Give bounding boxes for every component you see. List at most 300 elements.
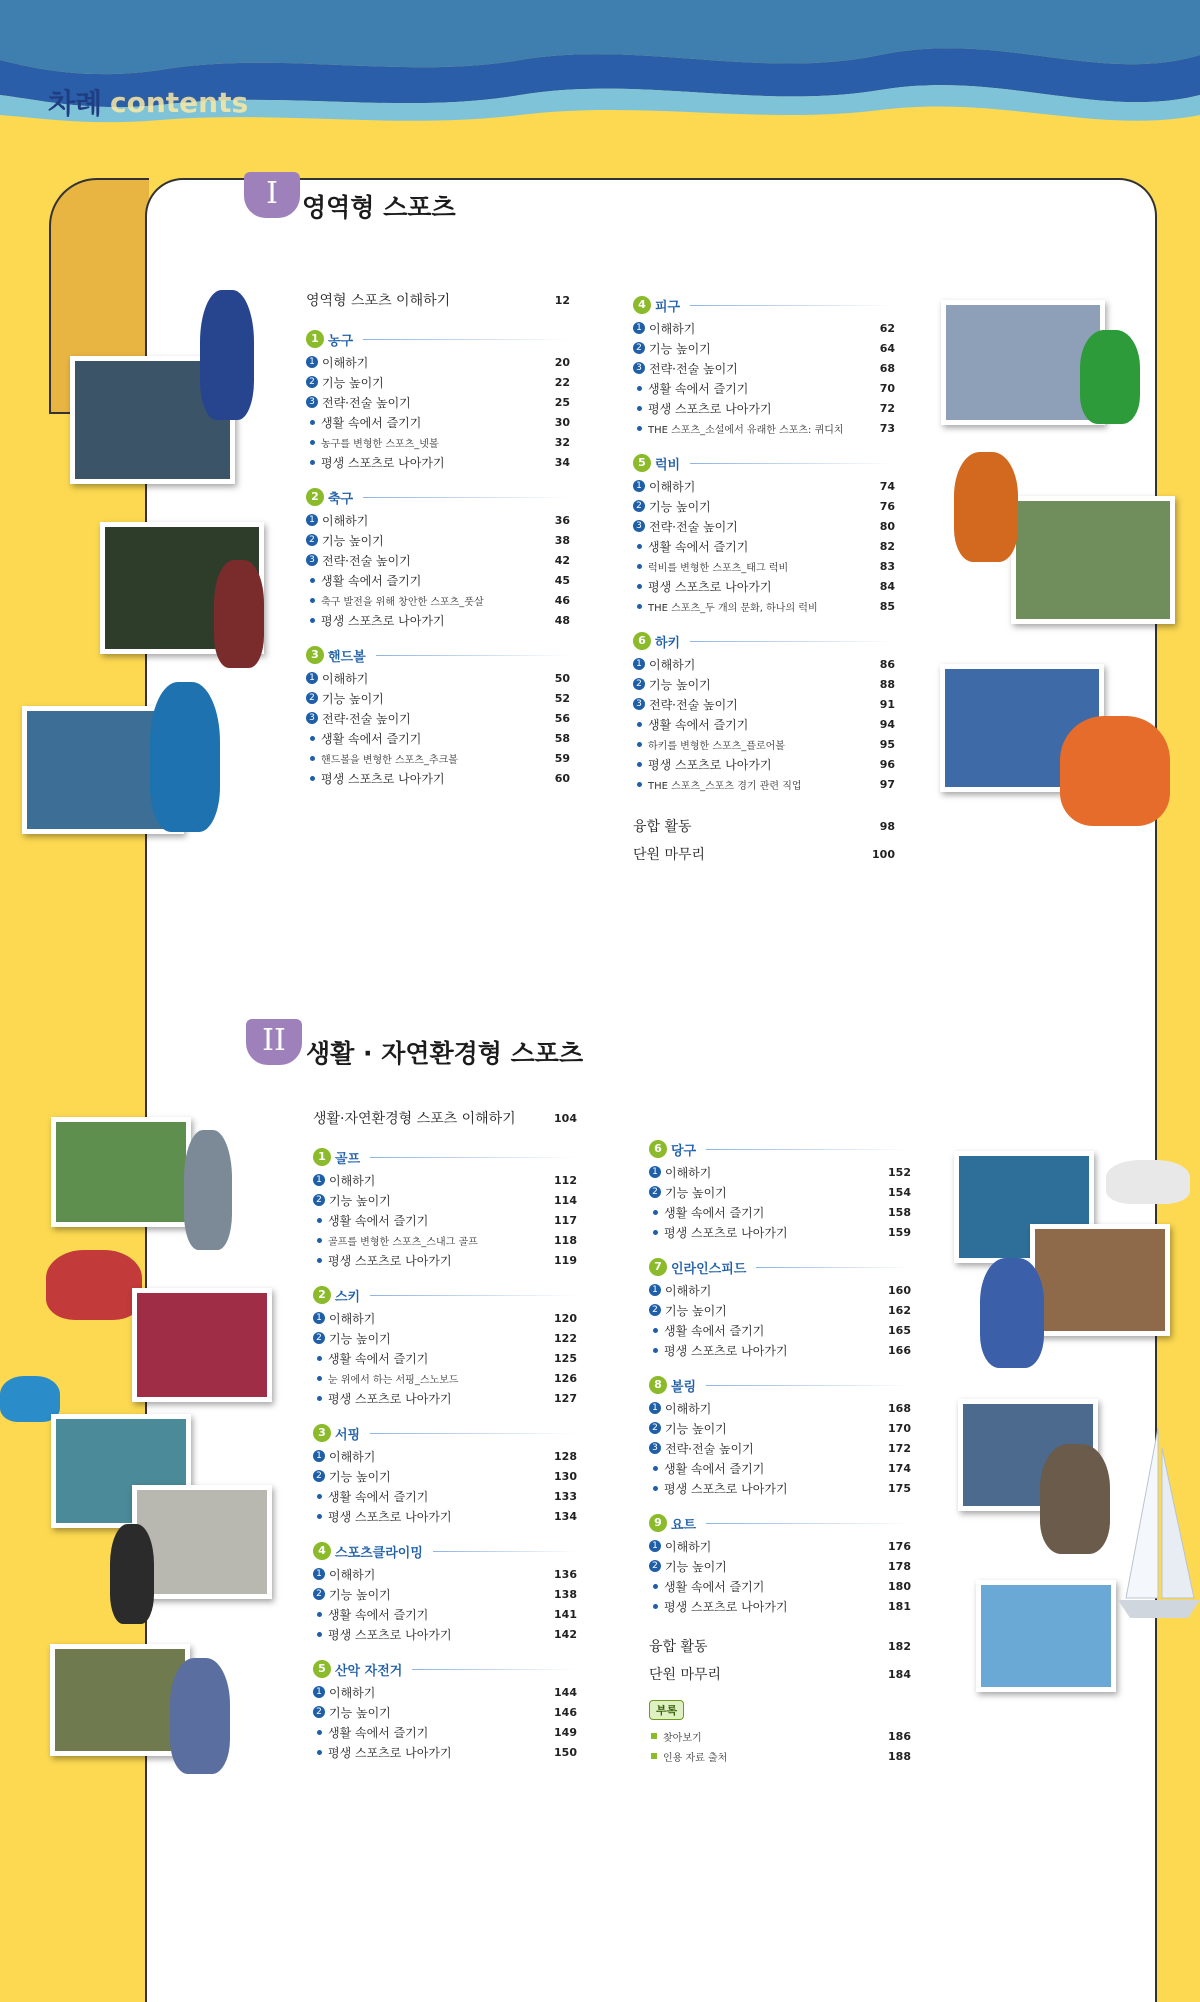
toc-entry-page: 175	[888, 1481, 911, 1495]
toc-entry-label: 단원 마무리	[649, 1667, 722, 1683]
bullet-icon	[637, 544, 642, 549]
toc-entry-review[interactable]	[649, 1660, 911, 1688]
toc-entry[interactable]	[633, 516, 895, 536]
handball-player-cutout	[150, 682, 220, 832]
toc-entry-label: 평생 스포츠로 나아가기	[328, 1627, 452, 1642]
toc-entry-label: 생활 속에서 즐기기	[664, 1461, 765, 1476]
toc-entry-page: 46	[554, 593, 570, 607]
toc-entry-page: 165	[888, 1323, 911, 1337]
chapter-heading[interactable]	[313, 1656, 577, 1682]
bullet-icon	[317, 1750, 322, 1755]
step-number-icon: 2	[306, 692, 318, 704]
toc-entry[interactable]	[649, 1162, 911, 1182]
toc-entry-label: 평생 스포츠로 나아가기	[664, 1481, 788, 1496]
step-number-icon: 1	[649, 1166, 661, 1178]
toc-entry[interactable]	[649, 1458, 911, 1478]
bullet-icon	[637, 604, 642, 609]
toc-entry-review[interactable]	[633, 840, 895, 868]
toc-entry[interactable]	[313, 1328, 577, 1348]
contents-title-english: contents	[110, 86, 249, 119]
toc-entry-label: 기능 높이기	[322, 691, 384, 706]
chapter-divider	[690, 463, 895, 464]
toc-entry-label: 이해하기	[329, 1449, 376, 1464]
toc-entry-page: 182	[888, 1639, 911, 1653]
toc-entry-page: 58	[554, 731, 570, 745]
chapter-list	[649, 1136, 911, 1616]
toc-entry-label: 기능 높이기	[329, 1705, 391, 1720]
chapter-heading[interactable]	[306, 484, 570, 510]
toc-entry-label: 평생 스포츠로 나아가기	[328, 1391, 452, 1406]
toc-entry[interactable]	[313, 1388, 577, 1408]
toc-entry-page: 70	[879, 381, 895, 395]
toc-entry[interactable]	[649, 1182, 911, 1202]
toc-entry[interactable]	[306, 728, 570, 748]
toc-entry-label: 융합 활동	[649, 1639, 708, 1655]
unit-2-badge: II	[246, 1019, 302, 1065]
step-number-icon: 2	[306, 534, 318, 546]
step-number-icon: 1	[306, 514, 318, 526]
chapter-divider	[370, 1157, 577, 1158]
chapter-heading[interactable]	[306, 642, 570, 668]
toc-entry-label: 이해하기	[322, 355, 369, 370]
chapter-name: 산악 자전거	[335, 1663, 403, 1679]
golfer-cutout	[184, 1130, 232, 1250]
toc-entry[interactable]	[649, 1418, 911, 1438]
toc-entry[interactable]	[313, 1190, 577, 1210]
toc-entry[interactable]	[649, 1536, 911, 1556]
toc-entry-page: 122	[554, 1331, 577, 1345]
toc-entry-page: 166	[888, 1343, 911, 1357]
toc-entry[interactable]	[649, 1340, 911, 1360]
toc-entry-label: 이해하기	[329, 1173, 376, 1188]
bullet-icon	[637, 564, 642, 569]
step-number-icon: 1	[649, 1540, 661, 1552]
bullet-icon	[653, 1584, 658, 1589]
appendix-entry-page: 188	[888, 1749, 911, 1763]
bullet-icon	[653, 1230, 658, 1235]
toc-entry[interactable]	[313, 1446, 577, 1466]
toc-entry-page: 60	[554, 771, 570, 785]
bullet-icon	[637, 722, 642, 727]
toc-entry-label: 전략·전술 높이기	[322, 711, 411, 726]
step-number-icon: 2	[633, 500, 645, 512]
yacht-photo	[976, 1580, 1116, 1692]
toc-entry-label: 이해하기	[649, 479, 696, 494]
toc-entry-page: 176	[888, 1539, 911, 1553]
toc-entry-label: 전략·전술 높이기	[665, 1441, 754, 1456]
chapter-divider	[690, 305, 895, 306]
toc-entry[interactable]	[633, 358, 895, 378]
step-number-icon: 2	[313, 1194, 325, 1206]
chapter-heading[interactable]	[313, 1538, 577, 1564]
toc-entry[interactable]	[633, 318, 895, 338]
hockey-player-cutout	[1060, 716, 1170, 826]
step-number-icon: 2	[633, 678, 645, 690]
step-number-icon: 1	[313, 1174, 325, 1186]
mtb-rider-cutout	[170, 1658, 230, 1774]
toc-entry-label: 기능 높이기	[322, 375, 384, 390]
toc-entry[interactable]	[306, 452, 570, 472]
toc-entry-page: 184	[888, 1667, 911, 1681]
chapter-name: 핸드볼	[328, 649, 366, 665]
toc-entry-label: 전략·전술 높이기	[322, 395, 411, 410]
chapter-name: 요트	[671, 1517, 697, 1533]
step-number-icon: 1	[313, 1312, 325, 1324]
toc-entry[interactable]	[633, 418, 895, 438]
toc-entry[interactable]	[306, 550, 570, 570]
toc-entry-page: 133	[554, 1489, 577, 1503]
toc-entry-label: 기능 높이기	[329, 1587, 391, 1602]
unit-1-right-column	[633, 292, 895, 868]
appendix-entry[interactable]	[649, 1746, 911, 1766]
toc-entry[interactable]	[633, 496, 895, 516]
toc-entry[interactable]	[306, 570, 570, 590]
toc-entry-label: 평생 스포츠로 나아가기	[328, 1509, 452, 1524]
chapter-heading[interactable]	[633, 292, 895, 318]
toc-entry[interactable]	[649, 1398, 911, 1418]
toc-entry-label: 기능 높이기	[329, 1193, 391, 1208]
chapter-divider	[756, 1267, 911, 1268]
step-number-icon: 2	[649, 1560, 661, 1572]
toc-entry[interactable]	[313, 1742, 577, 1762]
toc-entry-label: 생활 속에서 즐기기	[328, 1607, 429, 1622]
toc-entry[interactable]	[649, 1556, 911, 1576]
toc-entry-page: 74	[879, 479, 895, 493]
bullet-icon	[317, 1258, 322, 1263]
toc-entry-label: THE 스포츠_두 개의 문화, 하나의 럭비	[648, 602, 818, 614]
step-number-icon: 2	[313, 1470, 325, 1482]
step-number-icon: 3	[633, 698, 645, 710]
toc-entry[interactable]	[306, 286, 570, 314]
toc-entry-label: 핸드볼을 변형한 스포츠_추크볼	[321, 754, 458, 766]
toc-entry[interactable]	[306, 768, 570, 788]
chapter-heading[interactable]	[649, 1136, 911, 1162]
toc-entry-label: 생활 속에서 즐기기	[664, 1205, 765, 1220]
bullet-icon	[637, 426, 642, 431]
toc-entry-page: 138	[554, 1587, 577, 1601]
chapter-number-badge: 1	[313, 1148, 331, 1166]
toc-entry-page: 96	[879, 757, 895, 771]
toc-entry-label: THE 스포츠_소설에서 유래한 스포츠: 퀴디치	[648, 424, 844, 436]
chapter-heading[interactable]	[313, 1420, 577, 1446]
toc-entry[interactable]	[313, 1604, 577, 1624]
chapter-heading[interactable]	[313, 1144, 577, 1170]
chapter-name: 럭비	[655, 457, 681, 473]
chapter-heading[interactable]	[649, 1510, 911, 1536]
toc-entry[interactable]	[313, 1368, 577, 1388]
toc-entry[interactable]	[306, 392, 570, 412]
chapter-name: 축구	[328, 491, 354, 507]
toc-entry-page: 56	[554, 711, 570, 725]
chapter-divider	[370, 1295, 577, 1296]
toc-entry-label: 생활 속에서 즐기기	[328, 1725, 429, 1740]
toc-entry-fusion[interactable]	[633, 812, 895, 840]
toc-entry-label: 생활·자연환경형 스포츠 이해하기	[313, 1111, 516, 1127]
basketball-player-cutout	[200, 290, 254, 420]
toc-entry-page: 88	[879, 677, 895, 691]
chapter-heading[interactable]	[633, 450, 895, 476]
chapter-name: 농구	[328, 333, 354, 349]
toc-entry[interactable]	[306, 610, 570, 630]
bullet-icon	[317, 1632, 322, 1637]
square-bullet-icon	[651, 1733, 657, 1739]
rugby-photo	[1011, 496, 1175, 624]
step-number-icon: 1	[649, 1284, 661, 1296]
toc-entry-page: 94	[879, 717, 895, 731]
toc-entry-page: 91	[879, 697, 895, 711]
toc-entry-page: 136	[554, 1567, 577, 1581]
toc-entry[interactable]	[306, 510, 570, 530]
bullet-icon	[317, 1238, 322, 1243]
toc-entry-fusion[interactable]	[649, 1632, 911, 1660]
toc-entry[interactable]	[313, 1722, 577, 1742]
toc-entry[interactable]	[633, 734, 895, 754]
toc-entry-page: 48	[554, 613, 570, 627]
toc-entry-label: 생활 속에서 즐기기	[328, 1489, 429, 1504]
bullet-icon	[653, 1486, 658, 1491]
step-number-icon: 1	[313, 1450, 325, 1462]
toc-entry-page: 25	[554, 395, 570, 409]
toc-entry[interactable]	[313, 1486, 577, 1506]
step-number-icon: 2	[313, 1706, 325, 1718]
step-number-icon: 1	[306, 672, 318, 684]
step-number-icon: 1	[649, 1402, 661, 1414]
chapter-name: 인라인스피드	[671, 1261, 747, 1277]
chapter-heading[interactable]	[313, 1282, 577, 1308]
toc-entry-label: 생활 속에서 즐기기	[321, 415, 422, 430]
toc-entry[interactable]	[313, 1624, 577, 1644]
toc-entry-page: 73	[879, 421, 895, 435]
chapter-heading[interactable]	[649, 1254, 911, 1280]
toc-entry-page: 144	[554, 1685, 577, 1699]
chapter-number-badge: 5	[633, 454, 651, 472]
toc-entry[interactable]	[649, 1576, 911, 1596]
toc-entry-label: 생활 속에서 즐기기	[321, 731, 422, 746]
toc-entry-label: THE 스포츠_스포츠 경기 관련 직업	[648, 780, 802, 792]
toc-entry[interactable]	[313, 1170, 577, 1190]
toc-entry-label: 영역형 스포츠 이해하기	[306, 293, 451, 309]
unit-1-badge: I	[244, 172, 300, 218]
bullet-icon	[310, 440, 315, 445]
toc-entry-label: 이해하기	[649, 321, 696, 336]
toc-entry-label: 전략·전술 높이기	[649, 697, 738, 712]
toc-entry[interactable]	[649, 1280, 911, 1300]
toc-entry-label: 생활 속에서 즐기기	[664, 1323, 765, 1338]
step-number-icon: 2	[633, 342, 645, 354]
bullet-icon	[317, 1376, 322, 1381]
toc-entry-label: 전략·전술 높이기	[649, 361, 738, 376]
chapter-number-badge: 7	[649, 1258, 667, 1276]
toc-entry-label: 이해하기	[329, 1311, 376, 1326]
chapter-heading[interactable]	[306, 326, 570, 352]
bullet-icon	[310, 618, 315, 623]
toc-entry[interactable]	[313, 1584, 577, 1604]
toc-entry-page: 127	[554, 1391, 577, 1405]
toc-entry-label: 생활 속에서 즐기기	[648, 539, 749, 554]
chapter-name: 당구	[671, 1143, 697, 1159]
toc-entry-label: 이해하기	[665, 1539, 712, 1554]
toc-entry-label: 기능 높이기	[649, 499, 711, 514]
toc-entry-page: 62	[879, 321, 895, 335]
toc-entry[interactable]	[313, 1348, 577, 1368]
toc-entry[interactable]	[313, 1230, 577, 1250]
step-number-icon: 2	[313, 1588, 325, 1600]
toc-entry[interactable]	[633, 536, 895, 556]
toc-entry-page: 32	[554, 435, 570, 449]
bullet-icon	[310, 598, 315, 603]
step-number-icon: 1	[306, 356, 318, 368]
toc-entry[interactable]	[633, 714, 895, 734]
toc-entry[interactable]	[306, 432, 570, 452]
toc-entry-label: 기능 높이기	[649, 341, 711, 356]
toc-entry-label: 이해하기	[665, 1165, 712, 1180]
bullet-icon	[637, 782, 642, 787]
toc-entry[interactable]	[649, 1478, 911, 1498]
chapter-name: 스포츠클라이밍	[335, 1545, 423, 1561]
toc-entry[interactable]	[633, 754, 895, 774]
appendix-entry-label: 인용 자료 출처	[663, 1752, 728, 1764]
toc-entry[interactable]	[313, 1210, 577, 1230]
toc-entry-page: 100	[872, 847, 895, 861]
toc-entry[interactable]	[306, 708, 570, 728]
chapter-number-badge: 1	[306, 330, 324, 348]
toc-entry[interactable]	[313, 1564, 577, 1584]
dodgeball-player-cutout	[1080, 330, 1140, 424]
toc-entry[interactable]	[633, 398, 895, 418]
toc-entry-page: 128	[554, 1449, 577, 1463]
appendix-entry-page: 186	[888, 1729, 911, 1743]
toc-entry-page: 86	[879, 657, 895, 671]
appendix-entry[interactable]	[649, 1726, 911, 1746]
toc-entry[interactable]	[313, 1682, 577, 1702]
chapter-divider	[706, 1523, 911, 1524]
bullet-icon	[637, 584, 642, 589]
billiards-player-cutout	[1106, 1160, 1190, 1204]
toc-entry-page: 84	[879, 579, 895, 593]
toc-entry[interactable]	[306, 530, 570, 550]
toc-entry[interactable]	[633, 576, 895, 596]
chapter-list	[633, 292, 895, 794]
chapter-number-badge: 6	[633, 632, 651, 650]
toc-entry-label: 평생 스포츠로 나아가기	[648, 579, 772, 594]
toc-entry[interactable]	[633, 378, 895, 398]
toc-entry[interactable]	[633, 654, 895, 674]
unit-2-right-column	[649, 1136, 911, 1766]
toc-entry[interactable]	[313, 1702, 577, 1722]
rugby-player-cutout	[954, 452, 1018, 562]
toc-entry[interactable]	[633, 338, 895, 358]
step-number-icon: 2	[649, 1304, 661, 1316]
toc-entry[interactable]	[313, 1308, 577, 1328]
toc-entry-page: 98	[879, 819, 895, 833]
chapter-heading[interactable]	[633, 628, 895, 654]
toc-entry-page: 142	[554, 1627, 577, 1641]
toc-entry[interactable]	[306, 748, 570, 768]
toc-entry-label: 기능 높이기	[665, 1421, 727, 1436]
toc-entry[interactable]	[306, 352, 570, 372]
toc-entry-page: 154	[888, 1185, 911, 1199]
toc-entry-page: 159	[888, 1225, 911, 1239]
toc-entry-page: 158	[888, 1205, 911, 1219]
toc-entry[interactable]	[633, 596, 895, 616]
bullet-icon	[637, 762, 642, 767]
toc-entry-label: 생활 속에서 즐기기	[664, 1579, 765, 1594]
bullet-icon	[317, 1396, 322, 1401]
toc-entry-label: 단원 마무리	[633, 847, 706, 863]
toc-entry[interactable]	[649, 1300, 911, 1320]
step-number-icon: 3	[306, 712, 318, 724]
toc-entry[interactable]	[633, 694, 895, 714]
toc-entry[interactable]	[649, 1222, 911, 1242]
chapter-divider	[706, 1385, 911, 1386]
toc-entry-page: 152	[888, 1165, 911, 1179]
chapter-heading[interactable]	[649, 1372, 911, 1398]
chapter-divider	[690, 641, 895, 642]
toc-entry[interactable]	[306, 688, 570, 708]
toc-entry[interactable]	[306, 412, 570, 432]
toc-entry[interactable]	[313, 1250, 577, 1270]
chapter-list	[306, 326, 570, 788]
toc-entry[interactable]	[633, 674, 895, 694]
toc-entry[interactable]	[306, 590, 570, 610]
unit-1-left-column	[306, 286, 570, 788]
chapter-number-badge: 4	[633, 296, 651, 314]
mtb-photo	[50, 1644, 190, 1756]
toc-entry-page: 83	[879, 559, 895, 573]
toc-entry[interactable]	[633, 476, 895, 496]
toc-entry[interactable]	[649, 1320, 911, 1340]
toc-entry[interactable]	[633, 774, 895, 794]
toc-entry-page: 82	[879, 539, 895, 553]
toc-entry-label: 이해하기	[329, 1567, 376, 1582]
toc-entry[interactable]	[313, 1104, 577, 1132]
step-number-icon: 3	[306, 396, 318, 408]
toc-entry-page: 59	[554, 751, 570, 765]
toc-entry-page: 130	[554, 1469, 577, 1483]
step-number-icon: 3	[633, 362, 645, 374]
toc-entry[interactable]	[306, 668, 570, 688]
bullet-icon	[317, 1514, 322, 1519]
toc-entry-label: 생활 속에서 즐기기	[321, 573, 422, 588]
toc-entry-page: 104	[554, 1111, 577, 1125]
chapter-name: 하키	[655, 635, 681, 651]
toc-entry-label: 기능 높이기	[665, 1303, 727, 1318]
chapter-number-badge: 2	[306, 488, 324, 506]
toc-entry[interactable]	[649, 1596, 911, 1616]
toc-entry-label: 럭비를 변형한 스포츠_태그 럭비	[648, 562, 789, 574]
toc-entry-label: 평생 스포츠로 나아가기	[664, 1343, 788, 1358]
toc-entry-page: 80	[879, 519, 895, 533]
toc-entry-label: 기능 높이기	[322, 533, 384, 548]
toc-entry-label: 전략·전술 높이기	[322, 553, 411, 568]
toc-entry[interactable]	[633, 556, 895, 576]
toc-entry-label: 전략·전술 높이기	[649, 519, 738, 534]
toc-entry-page: 42	[554, 553, 570, 567]
toc-entry-page: 134	[554, 1509, 577, 1523]
toc-entry[interactable]	[306, 372, 570, 392]
bullet-icon	[653, 1328, 658, 1333]
golf-photo	[51, 1117, 191, 1227]
toc-entry[interactable]	[649, 1202, 911, 1222]
toc-entry[interactable]	[313, 1506, 577, 1526]
toc-entry-label: 골프를 변형한 스포츠_스내그 골프	[328, 1236, 478, 1248]
toc-entry[interactable]	[313, 1466, 577, 1486]
unit-2-left-column	[313, 1104, 577, 1762]
step-number-icon: 2	[306, 376, 318, 388]
toc-entry-page: 181	[888, 1599, 911, 1613]
toc-entry[interactable]	[649, 1438, 911, 1458]
chapter-divider	[433, 1551, 577, 1552]
